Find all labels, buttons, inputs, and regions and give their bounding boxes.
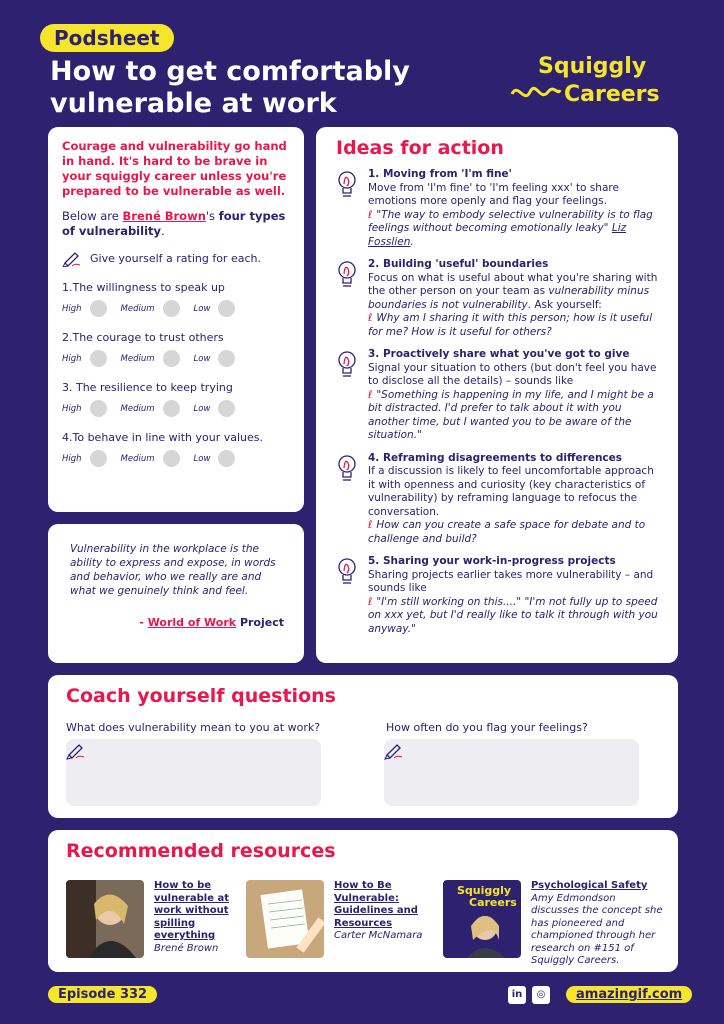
rating-label: Medium (120, 403, 155, 414)
rating-label: Low (193, 453, 211, 464)
lightbulb-icon (336, 557, 358, 592)
coach-questions-card (48, 675, 678, 818)
rating-radio[interactable] (90, 400, 107, 417)
rating-radio[interactable] (218, 450, 235, 467)
rating-label: Medium (120, 453, 155, 464)
lightbulb-icon (336, 350, 358, 385)
idea-item: 1. Moving from 'I'm fine' Move from 'I'm fine' to 'I'm feeling xxx' to share emotions more openly and flag your feelings. ℓ "The way to embody selective vulnerability is to flag feelings without becoming emotionally leaky" Liz Fosslien. (336, 168, 662, 249)
quote-source: - World of Work Project (139, 616, 284, 629)
rating-scale (62, 450, 290, 467)
squiggly-careers-logo: Squiggly Careers (510, 54, 685, 114)
ideas-heading: Ideas for action (336, 137, 504, 159)
vulnerability-types-card (48, 127, 304, 512)
rating-prompt: Give yourself a rating for each. (62, 249, 290, 267)
quote-mark-icon: ℓ (368, 312, 373, 324)
rating-radio[interactable] (90, 350, 107, 367)
resource-thumbnail (246, 880, 324, 958)
rating-scale (62, 300, 290, 317)
resources-card: Recommended resources How to be vulnerable at work without spilling everything Brené Brown How to Be Vulnerable: Guidelines and Resources Carter McNamara Squiggly Careers Psychological Safety Amy Edmondson discusses the concept she has pioneered and championed through her research on #151 of Squiggly Careers. (48, 830, 678, 972)
rating-label: Low (193, 303, 211, 314)
rating-radio[interactable] (163, 400, 180, 417)
coach-question-2: How often do you flag your feelings? (386, 721, 588, 734)
rating-radio[interactable] (163, 450, 180, 467)
lightbulb-icon (336, 260, 358, 295)
episode-badge: Episode 332 (48, 986, 157, 1003)
types-text: Below are Brené Brown's four types of vulnerability. (62, 209, 286, 238)
liz-fosslien-link[interactable]: Liz Fosslien (368, 222, 627, 248)
resources-heading: Recommended resources (66, 840, 336, 862)
lightbulb-icon (336, 454, 358, 489)
quote-mark-icon: ℓ (368, 519, 373, 531)
resource-thumbnail (66, 880, 144, 958)
rating-label: High (62, 353, 82, 364)
idea-item: 2. Building 'useful' boundaries Focus on what is useful about what you're sharing with the other person on your team as vulnerability minus boundaries is not vulnerability. Ask yourself: ℓ Why am I sharing it with this person; how is it useful for me? How is it useful for others? (336, 258, 662, 339)
pencil-icon (384, 741, 406, 761)
ideas-card (316, 127, 678, 663)
author-link[interactable]: Brené Brown (122, 209, 206, 223)
coach-question-1: What does vulnerability mean to you at work? (66, 721, 321, 734)
rating-scale (62, 350, 290, 367)
rating-radio[interactable] (90, 450, 107, 467)
rating-radio[interactable] (163, 350, 180, 367)
rating-label: Medium (120, 353, 155, 364)
quote-mark-icon: ℓ (368, 595, 373, 608)
rating-label: High (62, 453, 82, 464)
world-of-work-link[interactable]: World of Work (147, 616, 237, 629)
quote-card (48, 524, 304, 663)
idea-item: 4. Reframing disagreements to differences If a discussion is likely to feel uncomfortable approach it with openness and curiosity (key characteristics of vulnerability) by reframing language to refocus the conversation. ℓ How can you create a safe space for debate and to challenge and build? (336, 452, 662, 547)
idea-item: 5. Sharing your work-in-progress projects Sharing projects earlier takes more vulnerability – and sounds like ℓ "I'm still working on this...." "I'm not fully up to speed on xxx yet, but I'd really like to talk it through with you anyway." (336, 555, 662, 636)
rating-radio[interactable] (218, 400, 235, 417)
page-title: How to get comfortably vulnerable at work (50, 56, 410, 119)
answer-box-2[interactable] (384, 739, 639, 806)
rating-radio[interactable] (218, 350, 235, 367)
rating-label: High (62, 403, 82, 414)
rating-label: Medium (120, 303, 155, 314)
idea-item: 3. Proactively share what you've got to give Signal your situation to others (but don't feel you have to disclose all the details) – sounds like ℓ "Something is happening in my life, and I might be a bit distracted. I'd prefer to talk about it with you another time, but I wanted you to be aware of the situation." (336, 348, 662, 443)
linkedin-icon[interactable]: in (508, 986, 526, 1004)
intro-text: Courage and vulnerability go hand in hand. It's hard to be brave in your squiggly career unless you're prepared to be vulnerable as well. (62, 139, 287, 198)
pencil-icon (66, 741, 88, 761)
quote-text: Vulnerability in the workplace is the ability to express and expose, in words and behavior, who we really are and what we genuinely think and feel. (70, 543, 276, 597)
rating-label: Low (193, 403, 211, 414)
rating-question: 2.The courage to trust others (62, 331, 224, 344)
rating-radio[interactable] (90, 300, 107, 317)
rating-question: 1.The willingness to speak up (62, 281, 225, 294)
podsheet-badge: Podsheet (40, 24, 174, 52)
squiggle-icon (510, 80, 562, 104)
rating-label: High (62, 303, 82, 314)
rating-scale (62, 400, 290, 417)
rating-radio[interactable] (163, 300, 180, 317)
rating-label: Low (193, 353, 211, 364)
woman-photo (66, 880, 144, 958)
amy-edmondson-photo (443, 880, 521, 958)
rating-radio[interactable] (218, 300, 235, 317)
notebook-photo (246, 880, 324, 958)
rating-question: 4.To behave in line with your values. (62, 431, 264, 444)
quote-mark-icon: ℓ (368, 388, 373, 401)
quote-mark-icon: ℓ (368, 208, 373, 221)
instagram-icon[interactable]: ◎ (532, 986, 550, 1004)
website-link[interactable]: amazingif.com (566, 986, 692, 1003)
lightbulb-icon (336, 170, 358, 205)
podcast-thumbnail: Squiggly Careers (443, 880, 521, 958)
answer-box-1[interactable] (66, 739, 321, 806)
coach-heading: Coach yourself questions (66, 685, 336, 707)
pencil-icon (62, 249, 82, 267)
rating-question: 3. The resilience to keep trying (62, 381, 233, 394)
